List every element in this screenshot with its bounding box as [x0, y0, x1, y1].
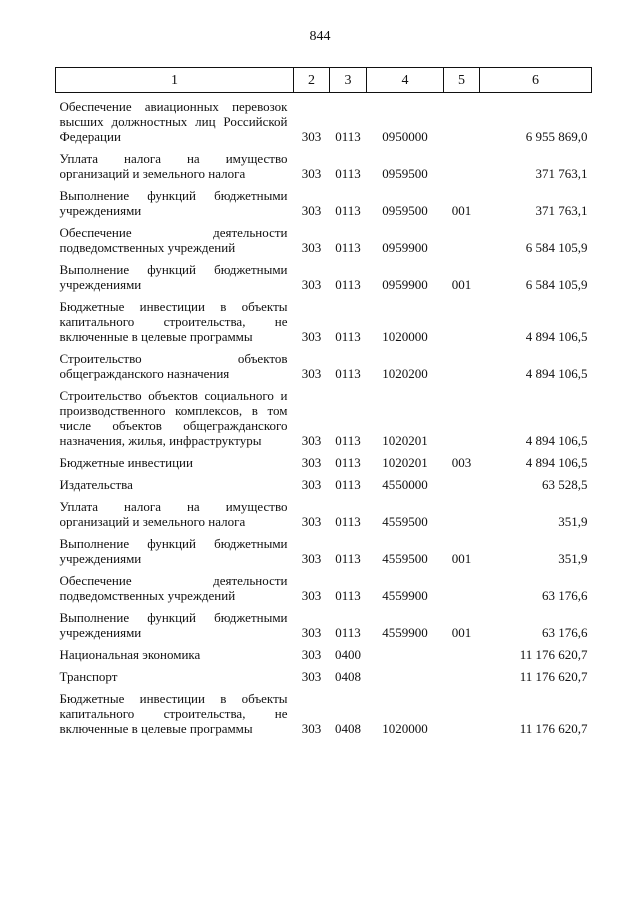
expense-type-code: 001 — [451, 551, 472, 566]
expense-type-code — [444, 472, 480, 494]
section-code: 0408 — [335, 669, 361, 684]
table-row — [56, 568, 592, 605]
section-code: 0113 — [335, 588, 361, 603]
item-name: Национальная экономика — [59, 647, 201, 662]
item-name: Обеспечение деятельности подведомственных учреждений — [59, 225, 288, 255]
section-code: 0113 — [335, 477, 361, 492]
ministry-code: 303 — [301, 721, 322, 736]
section-code: 0113 — [335, 240, 361, 255]
amount: 371 763,1 — [535, 166, 588, 181]
section-code: 0113 — [335, 551, 361, 566]
item-name: Выполнение функций бюджетными учреждениями — [59, 188, 288, 218]
target-article-code: 4559500 — [382, 514, 428, 529]
target-article-code: 4559900 — [382, 625, 428, 640]
expense-type-code: 001 — [451, 277, 472, 292]
table-row — [56, 220, 592, 257]
item-name: Выполнение функций бюджетными учреждениями — [59, 610, 288, 640]
amount: 6 584 105,9 — [525, 240, 588, 255]
ministry-code: 303 — [301, 277, 322, 292]
section-code: 0113 — [335, 329, 361, 344]
amount: 6 955 869,0 — [525, 129, 588, 144]
table-header — [56, 68, 592, 93]
target-article-code — [367, 642, 444, 664]
column-header-5: 5 — [444, 68, 480, 93]
expense-type-code — [444, 93, 480, 147]
target-article-code: 1020200 — [382, 366, 428, 381]
amount: 63 528,5 — [542, 477, 588, 492]
item-name: Строительство объектов общегражданского назначения — [59, 351, 288, 381]
table-row — [56, 450, 592, 472]
ministry-code: 303 — [301, 514, 322, 529]
section-code: 0113 — [335, 203, 361, 218]
item-name: Транспорт — [59, 669, 118, 684]
amount: 4 894 106,5 — [525, 366, 588, 381]
ministry-code: 303 — [301, 366, 322, 381]
ministry-code: 303 — [301, 240, 322, 255]
item-name: Уплата налога на имущество организаций и земельного налога — [59, 151, 288, 181]
table-body — [56, 93, 592, 739]
section-code: 0113 — [335, 625, 361, 640]
section-code: 0113 — [335, 129, 361, 144]
item-name: Обеспечение авиационных перевозок высших должностных лиц Российской Федерации — [59, 99, 288, 144]
expense-type-code — [444, 383, 480, 450]
column-header-2: 2 — [294, 68, 330, 93]
table-row — [56, 93, 592, 147]
expense-type-code — [444, 494, 480, 531]
section-code: 0400 — [335, 647, 361, 662]
expense-type-code: 001 — [451, 203, 472, 218]
table-row — [56, 383, 592, 450]
item-name: Бюджетные инвестиции в объекты капитального строительства, не включенные в целевые программы — [59, 691, 288, 736]
ministry-code: 303 — [301, 669, 322, 684]
ministry-code: 303 — [301, 203, 322, 218]
section-code: 0113 — [335, 433, 361, 448]
target-article-code — [367, 664, 444, 686]
target-article-code: 1020000 — [382, 721, 428, 736]
column-header-6: 6 — [480, 68, 592, 93]
budget-table — [55, 67, 592, 738]
column-header-1: 1 — [56, 68, 294, 93]
expense-type-code: 001 — [451, 625, 472, 640]
section-code: 0113 — [335, 514, 361, 529]
ministry-code: 303 — [301, 166, 322, 181]
ministry-code: 303 — [301, 588, 322, 603]
expense-type-code — [444, 568, 480, 605]
table-row — [56, 294, 592, 346]
item-name: Уплата налога на имущество организаций и земельного налога — [59, 499, 288, 529]
table-row — [56, 531, 592, 568]
table-row — [56, 664, 592, 686]
target-article-code: 0959500 — [382, 203, 428, 218]
amount: 11 176 620,7 — [519, 669, 588, 684]
target-article-code: 0950000 — [382, 129, 428, 144]
header-row — [56, 68, 592, 93]
item-name: Бюджетные инвестиции в объекты капитального строительства, не включенные в целевые программы — [59, 299, 288, 344]
table-row — [56, 183, 592, 220]
ministry-code: 303 — [301, 625, 322, 640]
expense-type-code — [444, 664, 480, 686]
item-name: Бюджетные инвестиции — [59, 455, 193, 470]
amount: 4 894 106,5 — [525, 329, 588, 344]
ministry-code: 303 — [301, 329, 322, 344]
table-row — [56, 605, 592, 642]
expense-type-code — [444, 294, 480, 346]
ministry-code: 303 — [301, 455, 322, 470]
target-article-code: 0959900 — [382, 277, 428, 292]
amount: 371 763,1 — [535, 203, 588, 218]
expense-type-code — [444, 146, 480, 183]
section-code: 0113 — [335, 366, 361, 381]
target-article-code: 4550000 — [382, 477, 428, 492]
expense-type-code — [444, 220, 480, 257]
table-row — [56, 494, 592, 531]
section-code: 0113 — [335, 277, 361, 292]
expense-type-code — [444, 642, 480, 664]
table-row — [56, 257, 592, 294]
amount: 63 176,6 — [542, 625, 588, 640]
item-name: Строительство объектов социального и производственного комплексов, в том числе объектов общегражданского назначения, жилья, инфраструктуры — [59, 388, 288, 448]
target-article-code: 1020201 — [382, 433, 428, 448]
page-number: 844 — [309, 29, 331, 44]
ministry-code: 303 — [301, 477, 322, 492]
ministry-code: 303 — [301, 433, 322, 448]
expense-type-code: 003 — [451, 455, 472, 470]
ministry-code: 303 — [301, 551, 322, 566]
section-code: 0113 — [335, 455, 361, 470]
amount: 11 176 620,7 — [519, 721, 588, 736]
section-code: 0113 — [335, 166, 361, 181]
amount: 6 584 105,9 — [525, 277, 588, 292]
item-name: Выполнение функций бюджетными учреждениями — [59, 262, 288, 292]
amount: 4 894 106,5 — [525, 433, 588, 448]
amount: 4 894 106,5 — [525, 455, 588, 470]
ministry-code: 303 — [301, 647, 322, 662]
table-row — [56, 642, 592, 664]
table-row — [56, 346, 592, 383]
expense-type-code — [444, 686, 480, 738]
table-row — [56, 686, 592, 738]
item-name: Издательства — [59, 477, 133, 492]
column-header-3: 3 — [330, 68, 367, 93]
column-header-4: 4 — [367, 68, 444, 93]
target-article-code: 0959900 — [382, 240, 428, 255]
target-article-code: 1020201 — [382, 455, 428, 470]
table-row — [56, 472, 592, 494]
target-article-code: 1020000 — [382, 329, 428, 344]
item-name: Обеспечение деятельности подведомственных учреждений — [59, 573, 288, 603]
target-article-code: 0959500 — [382, 166, 428, 181]
expense-type-code — [444, 346, 480, 383]
target-article-code: 4559500 — [382, 551, 428, 566]
ministry-code: 303 — [301, 129, 322, 144]
item-name: Выполнение функций бюджетными учреждениями — [59, 536, 288, 566]
amount: 11 176 620,7 — [519, 647, 588, 662]
amount: 351,9 — [558, 514, 588, 529]
target-article-code: 4559900 — [382, 588, 428, 603]
table-row — [56, 146, 592, 183]
section-code: 0408 — [335, 721, 361, 736]
amount: 351,9 — [558, 551, 588, 566]
amount: 63 176,6 — [542, 588, 588, 603]
